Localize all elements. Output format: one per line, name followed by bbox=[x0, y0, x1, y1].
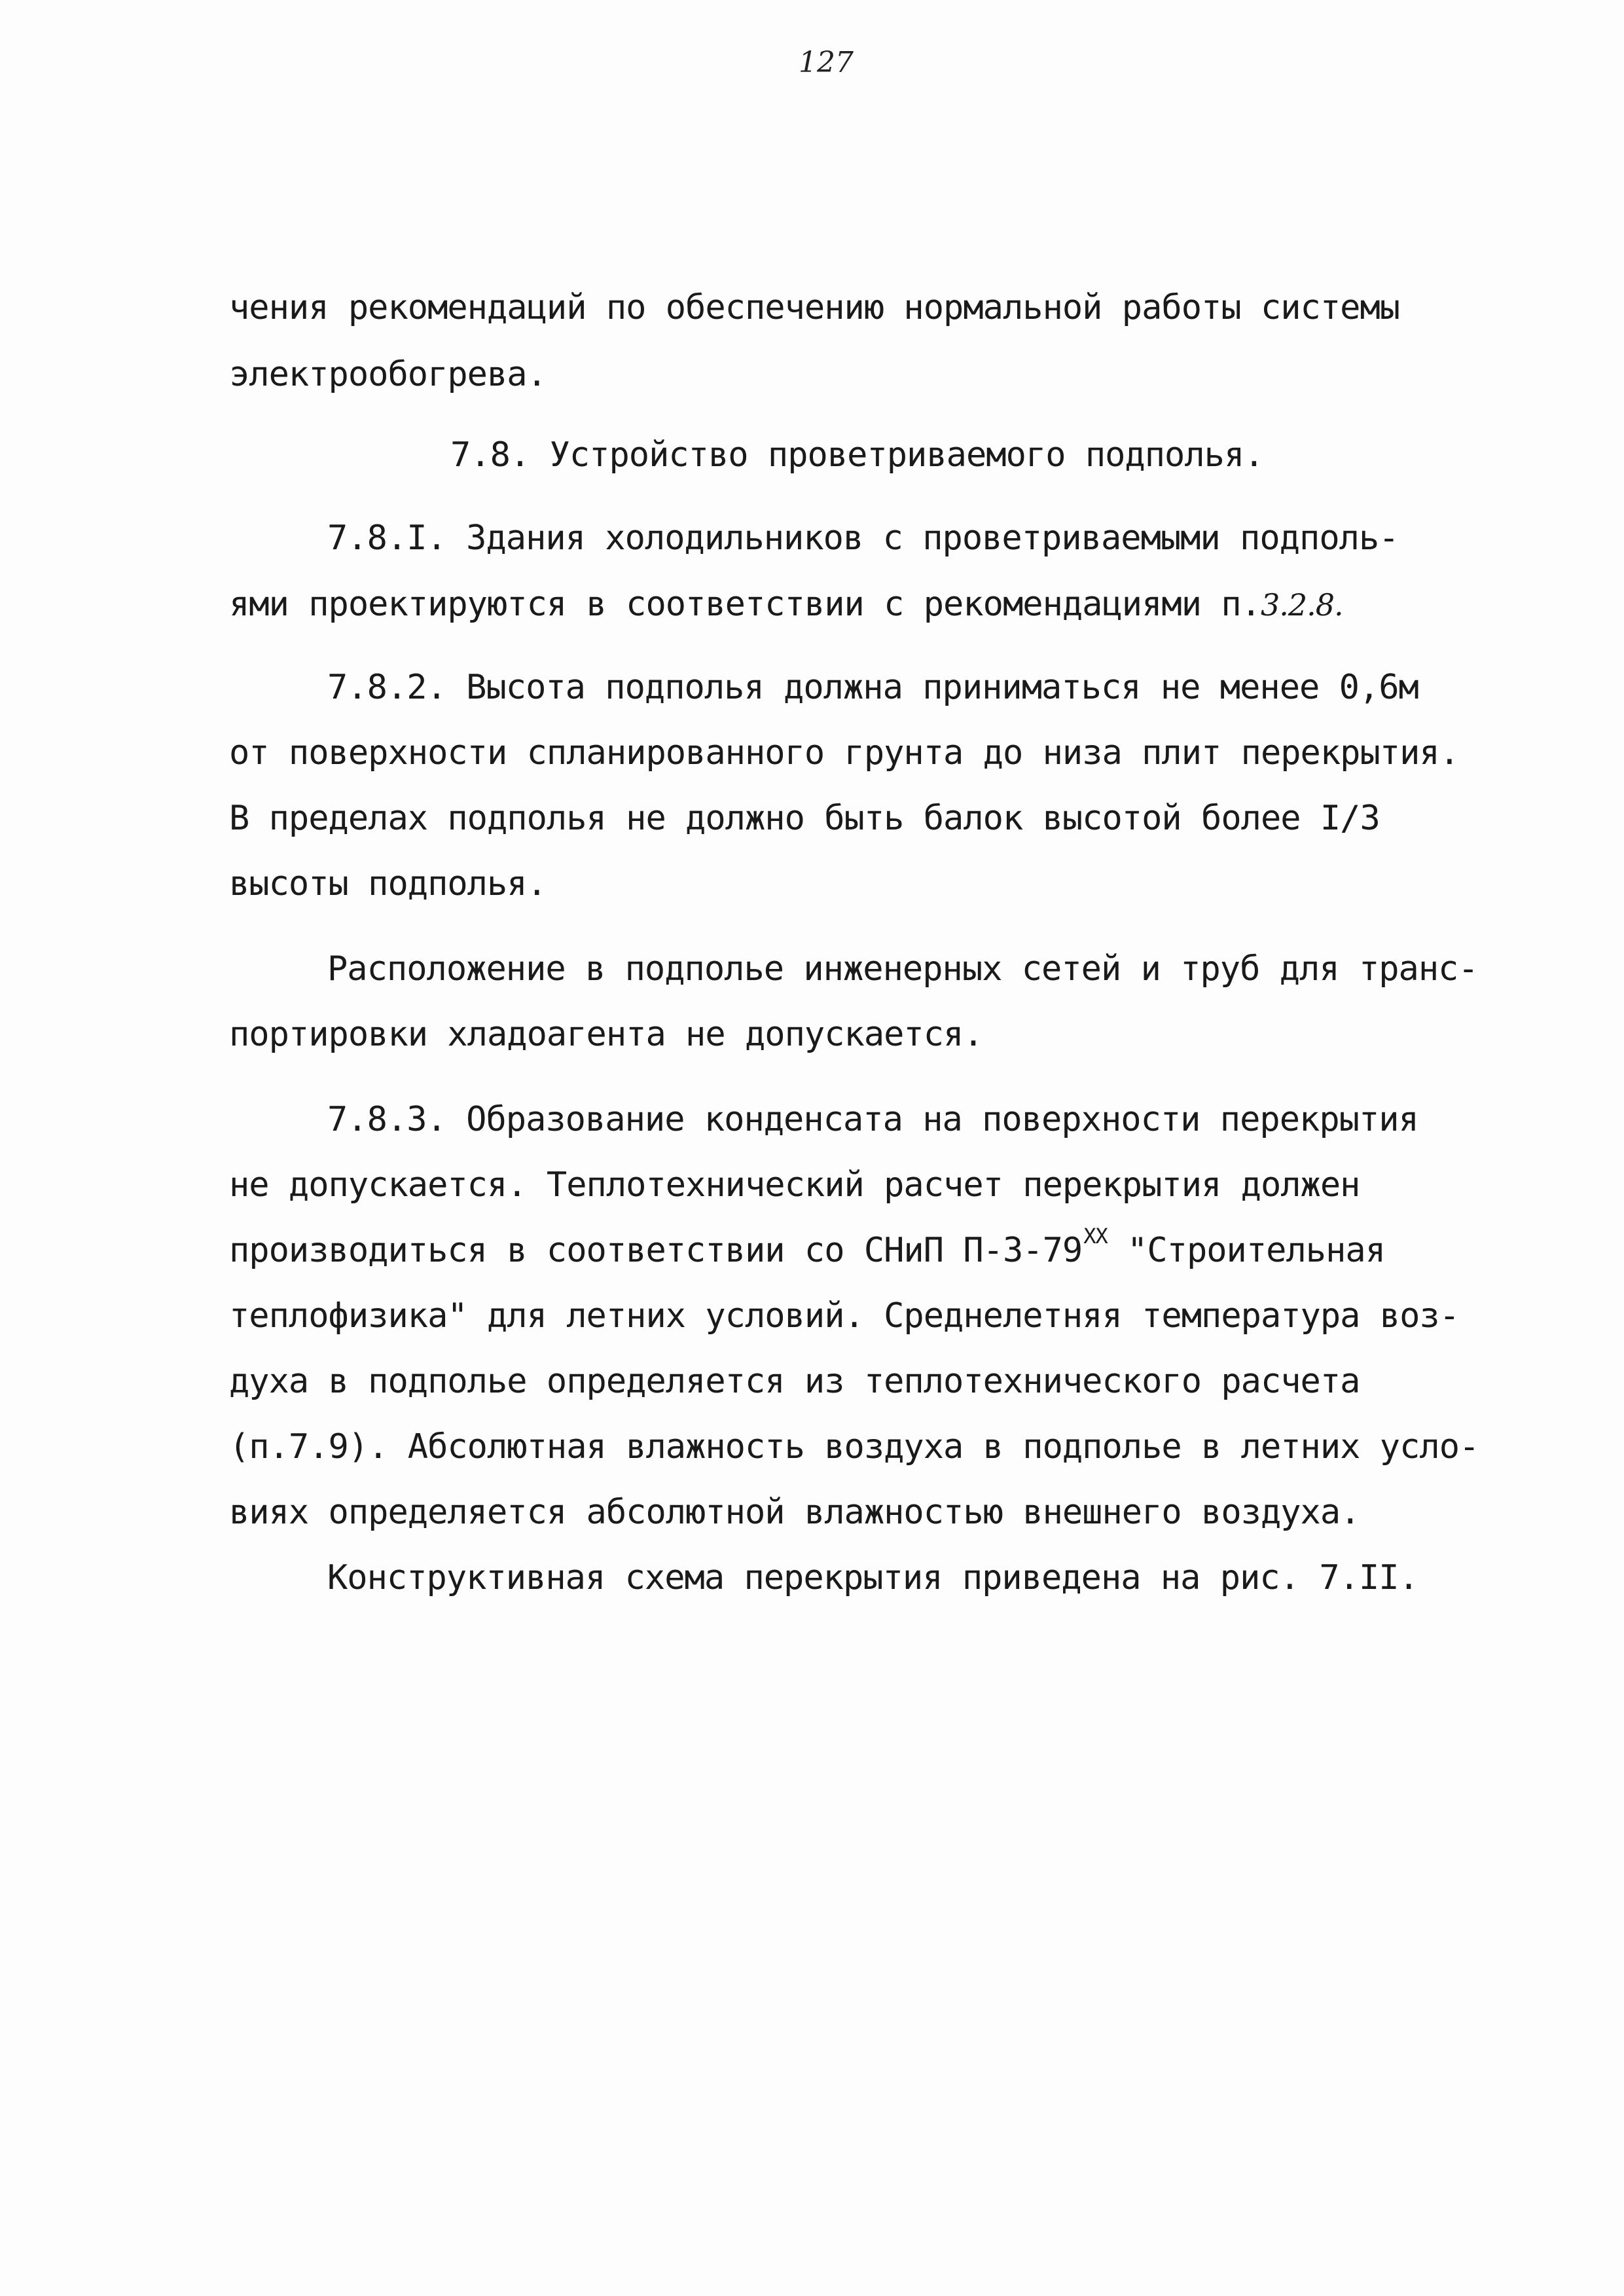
text-line: высоты подполья. bbox=[229, 864, 547, 903]
text-line: (п.7.9). Абсолютная влажность воздуха в подполье в летних усло- bbox=[229, 1427, 1479, 1467]
text-line: Расположение в подполье инженерных сетей и труб для транс- bbox=[327, 949, 1478, 989]
text-line: портировки хладоагента не допускается. bbox=[229, 1015, 983, 1054]
text-line: не допускается. Теплотехнический расчет перекрытия должен bbox=[229, 1165, 1360, 1205]
page-number: 127 bbox=[799, 46, 854, 79]
text-line: 7.8.2. Высота подполья должна приниматься не менее 0,6м bbox=[327, 668, 1418, 707]
text-line: Конструктивная схема перекрытия приведена на рис. 7.II. bbox=[327, 1558, 1418, 1597]
text-line: от поверхности спланированного грунта до низа плит перекрытия. bbox=[229, 733, 1460, 773]
text-span: ями проектируются в соответствии с рекомендациями п. bbox=[229, 585, 1261, 624]
text-line: духа в подполье определяется из теплотехнического расчета bbox=[229, 1362, 1360, 1401]
text-line: В пределах подполья не должно быть балок высотой более I/3 bbox=[229, 799, 1380, 838]
handwritten-reference: 3.2.8. bbox=[1260, 587, 1343, 623]
superscript: XX bbox=[1083, 1224, 1108, 1248]
text-line bbox=[229, 585, 1343, 625]
text-line: электрообогрева. bbox=[229, 355, 547, 394]
text-line: виях определяется абсолютной влажностью внешнего воздуха. bbox=[229, 1493, 1360, 1532]
text-line: 7.8.I. Здания холодильников с проветриваемыми подполь- bbox=[327, 519, 1399, 558]
text-line bbox=[229, 1224, 1386, 1270]
text-span: "Строительная bbox=[1107, 1231, 1386, 1270]
text-line: 7.8.3. Образование конденсата на поверхности перекрытия bbox=[327, 1100, 1418, 1139]
text-line: теплофизика" для летних условий. Среднелетняя температура воз- bbox=[229, 1296, 1460, 1336]
section-heading: 7.8. Устройство проветриваемого подполья. bbox=[450, 435, 1264, 475]
text-line: чения рекомендаций по обеспечению нормальной работы системы bbox=[229, 288, 1400, 327]
text-span: производиться в соответствии со СНиП П-3-79 bbox=[229, 1231, 1083, 1270]
